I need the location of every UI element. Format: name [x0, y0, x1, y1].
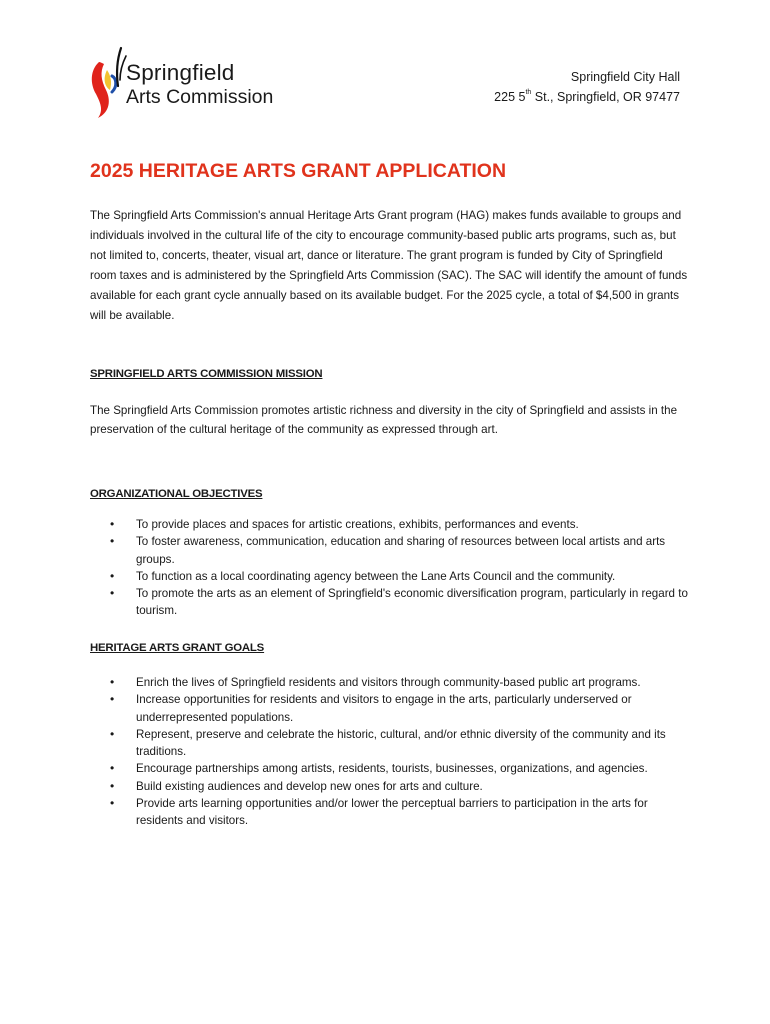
list-item: • To foster awareness, communication, education and sharing of resources between local artists and arts groups.	[90, 533, 690, 568]
list-item: • Build existing audiences and develop new ones for arts and culture.	[90, 778, 690, 795]
list-item: • Provide arts learning opportunities and/or lower the perceptual barriers to participation in the arts for residents and visitors.	[90, 795, 690, 830]
list-item: • To promote the arts as an element of Springfield's economic diversification program, particularly in regard to tourism.	[90, 585, 690, 620]
list-item: • To provide places and spaces for artistic creations, exhibits, performances and events.	[90, 516, 690, 533]
mission-paragraph: The Springfield Arts Commission promotes artistic richness and diversity in the city of Springfield and assists in the preservation of the cultural heritage of the community as expressed through art.	[90, 404, 678, 436]
street-number: 225 5	[494, 90, 526, 104]
logo-blue-swirl	[112, 76, 116, 92]
objectives-heading: ORGANIZATIONAL OBJECTIVES	[90, 488, 263, 500]
address-block	[494, 67, 680, 107]
intro-paragraph: The Springfield Arts Commission's annual Heritage Arts Grant program (HAG) makes funds available to groups and individuals involved in the cultural life of the city to encourage community-based public arts programs, such as, but not limited to, concerts, theater, visual art, dance or literature. The grant program is funded by City of Springfield room taxes and is administered by the Springfield Arts Commission (SAC). The SAC will identify the amount of funds available for each grant cycle annually based on its available budget. For the 2025 cycle, a total of $4,500 in grants will be available.	[90, 209, 688, 323]
street-rest: St., Springfield, OR 97477	[531, 90, 680, 104]
address-line-2	[494, 87, 680, 107]
goals-list	[90, 674, 690, 830]
objectives-list	[90, 516, 690, 620]
goals-heading: HERITAGE ARTS GRANT GOALS	[90, 642, 265, 654]
logo-text-line1: Springfield	[126, 60, 235, 85]
logo-yellow-flame	[105, 70, 111, 90]
logo-red-flame	[92, 62, 109, 118]
address-line-1: Springfield City Hall	[570, 70, 680, 84]
logo-text-line2: Arts Commission	[126, 86, 274, 108]
mission-heading: SPRINGFIELD ARTS COMMISSION MISSION	[90, 368, 323, 380]
list-item: • To function as a local coordinating agency between the Lane Arts Council and the community.	[90, 568, 690, 585]
springfield-arts-commission-logo	[90, 46, 300, 120]
list-item: • Represent, preserve and celebrate the historic, cultural, and/or ethnic diversity of the community and its traditions.	[90, 726, 690, 761]
ordinal-suffix: th	[525, 89, 532, 96]
list-item: • Increase opportunities for residents and visitors to engage in the arts, particularly underserved or underrepresented populations.	[90, 691, 690, 726]
list-item: • Enrich the lives of Springfield residents and visitors through community-based public art programs.	[90, 674, 690, 691]
page-title: 2025 HERITAGE ARTS GRANT APPLICATION	[90, 160, 507, 182]
list-item: • Encourage partnerships among artists, residents, tourists, businesses, organizations, and agencies.	[90, 760, 690, 777]
